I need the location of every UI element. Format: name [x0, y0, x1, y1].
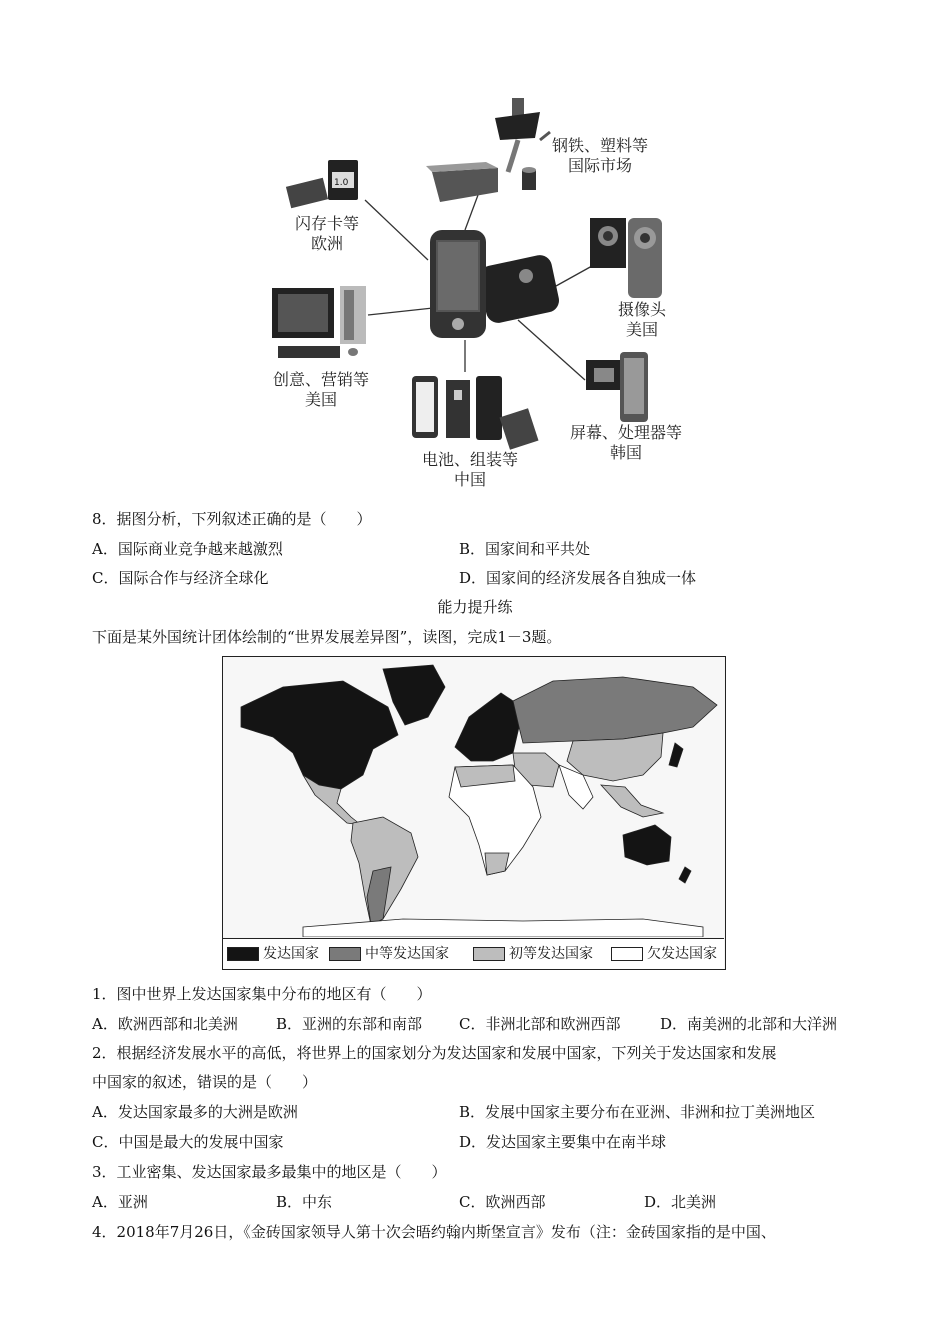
q4-stem: 4．2018年7月26日，《金砖国家领导人第十次会晤约翰内斯堡宣言》发布（注：金砖国家指的是中国、 [92, 1223, 776, 1241]
mobile-phone-icon [430, 230, 561, 338]
legend-least [611, 945, 717, 963]
label-battery-line2: 中国 [453, 470, 486, 489]
legend-junior-label: 初等发达国家 [509, 946, 593, 962]
label-steel [540, 136, 660, 176]
q3-option-a: A．亚洲 [92, 1193, 148, 1211]
q8-stem: 8．据图分析，下列叙述正确的是（ ） [92, 510, 372, 528]
legend-least-label: 欠发达国家 [647, 946, 717, 962]
swatch-least [611, 947, 643, 961]
memory-card-icon [286, 160, 358, 208]
q3-option-c: C．欧洲西部 [459, 1193, 546, 1211]
steel-icon [426, 98, 550, 202]
q1-option-d: D．南美洲的北部和大洋洲 [660, 1015, 838, 1033]
legend-junior [473, 945, 593, 963]
label-screen [556, 423, 696, 463]
swatch-junior [473, 947, 505, 961]
label-camera-line2: 美国 [625, 320, 658, 339]
q3-option-d: D．北美洲 [644, 1193, 717, 1211]
q2-stem-line2: 中国家的叙述，错误的是（ ） [92, 1073, 318, 1091]
label-screen-line1: 屏幕、处理器等 [569, 423, 682, 442]
q2-option-c: C．中国是最大的发展中国家 [92, 1133, 284, 1151]
screen-processor-icon [586, 352, 648, 422]
battery-assembly-icon [412, 376, 539, 450]
q2-stem-line1: 2．根据经济发展水平的高低，将世界上的国家划分为发达国家和发展中国家，下列关于发达国家和发展 [92, 1044, 777, 1062]
q1-option-a: A．欧洲西部和北美洲 [92, 1015, 238, 1033]
q8-option-b: B．国家间和平共处 [459, 540, 591, 558]
label-memory [272, 214, 382, 254]
q2-option-d: D．发达国家主要集中在南半球 [459, 1133, 667, 1151]
label-battery-line1: 电池、组装等 [421, 450, 518, 469]
legend-medium [329, 945, 449, 963]
q8-option-a: A．国际商业竞争越来越激烈 [92, 540, 283, 558]
legend-developed [227, 945, 319, 963]
swatch-developed [227, 947, 259, 961]
q1-stem: 1．图中世界上发达国家集中分布的地区有（ ） [92, 985, 432, 1003]
label-design-line1: 创意、营销等 [272, 370, 369, 389]
computer-icon [272, 286, 366, 358]
q2-option-a: A．发达国家最多的大洲是欧洲 [92, 1103, 298, 1121]
label-screen-line2: 韩国 [609, 443, 642, 462]
label-battery [405, 450, 535, 490]
q1-option-b: B．亚洲的东部和南部 [276, 1015, 423, 1033]
q3-option-b: B．中东 [276, 1193, 333, 1211]
legend-medium-label: 中等发达国家 [365, 946, 449, 962]
label-design [256, 370, 386, 410]
camera-icon [590, 218, 662, 298]
label-camera [592, 300, 692, 340]
label-memory-line1: 闪存卡等 [294, 214, 359, 233]
supply-chain-figure [250, 90, 710, 500]
world-map [223, 657, 724, 937]
map-legend [223, 938, 724, 969]
intro-text: 下面是某外国统计团体绘制的“世界发展差异图”，读图，完成1－3题。 [92, 628, 562, 646]
label-memory-line2: 欧洲 [310, 234, 343, 253]
q8-option-c: C．国际合作与经济全球化 [92, 569, 269, 587]
card-text: 1.0 [334, 178, 349, 188]
q8-option-d: D．国家间的经济发展各自独成一体 [459, 569, 697, 587]
swatch-medium [329, 947, 361, 961]
label-steel-line1: 钢铁、塑料等 [551, 136, 648, 155]
q1-option-c: C．非洲北部和欧洲西部 [459, 1015, 621, 1033]
section-title: 能力提升练 [437, 598, 513, 616]
world-map-figure [222, 656, 726, 970]
q3-stem: 3．工业密集、发达国家最多最集中的地区是（ ） [92, 1163, 447, 1181]
label-camera-line1: 摄像头 [617, 300, 666, 319]
label-design-line2: 美国 [304, 390, 337, 409]
label-steel-line2: 国际市场 [567, 156, 632, 175]
q2-option-b: B．发展中国家主要分布在亚洲、非洲和拉丁美洲地区 [459, 1103, 816, 1121]
legend-developed-label: 发达国家 [263, 946, 319, 962]
